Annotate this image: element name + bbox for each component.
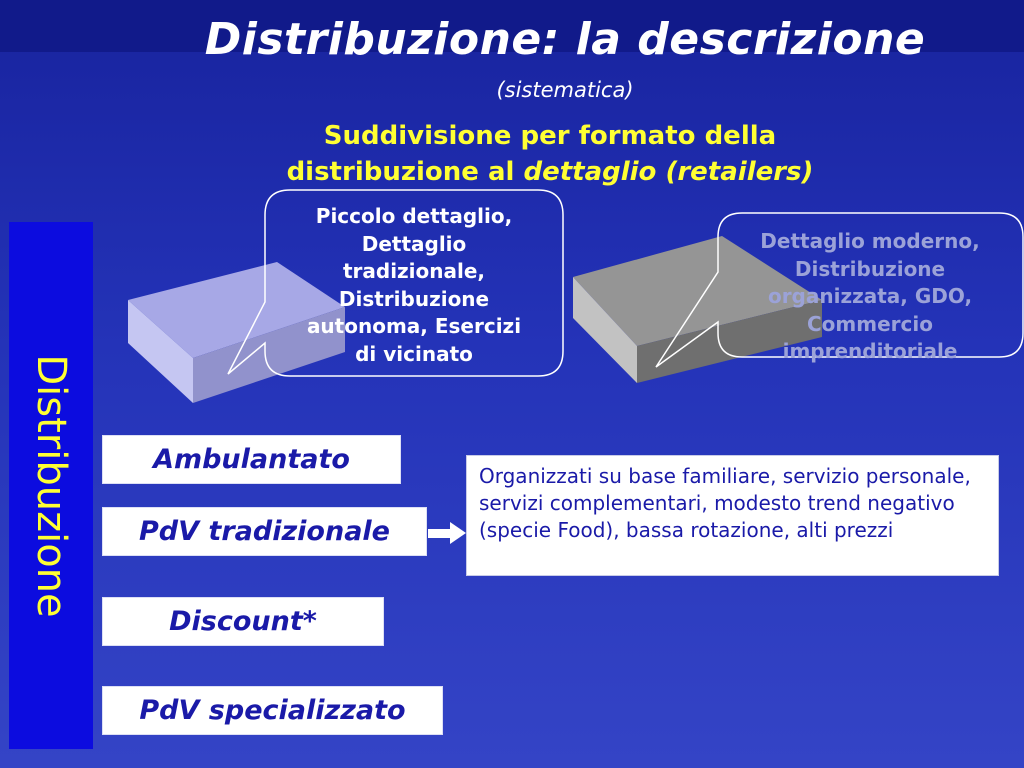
callout-right-line: Commercio (807, 311, 933, 336)
callout-left-line: tradizionale, (342, 259, 486, 283)
category-discount: Discount* (102, 597, 384, 646)
callout-right-line: organizzata, GDO, (767, 284, 973, 308)
callout-left-line: di vicinato (355, 341, 473, 366)
category-ambulantato: Ambulantato (102, 435, 401, 484)
category-pdv-tradizionale: PdV tradizionale (102, 507, 427, 556)
heading-line-1: Suddivisione per formato della (323, 121, 777, 151)
arrow-right-icon (428, 522, 466, 544)
sidebar-label: Distribuzione (28, 354, 74, 618)
callout-left-line: Distribuzione (338, 286, 490, 311)
callout-left-line: Dettaglio (361, 231, 467, 256)
callout-left-line: Piccolo dettaglio, (315, 204, 513, 228)
callout-left-text (283, 203, 545, 368)
callout-left-line: autonoma, Esercizi (306, 314, 522, 338)
callout-right-line: Dettaglio moderno, (760, 229, 980, 253)
category-pdv-specializzato: PdV specializzato (102, 686, 443, 735)
callout-right-line: Distribuzione (794, 256, 946, 281)
heading-line-2-italic: dettaglio (retailers) (523, 157, 814, 187)
slide-subtitle: (sistematica) (496, 78, 634, 102)
heading-line-2-normal: distribuzione al (286, 157, 515, 187)
slide-title: Distribuzione: la descrizione (204, 14, 926, 65)
callout-right-text (722, 228, 1018, 366)
callout-right-line: imprenditoriale (782, 339, 958, 363)
description-box: Organizzati su base familiare, servizio personale, servizi complementari, modesto trend negativo (specie Food), bassa rotazione, alti prezzi (466, 455, 999, 576)
